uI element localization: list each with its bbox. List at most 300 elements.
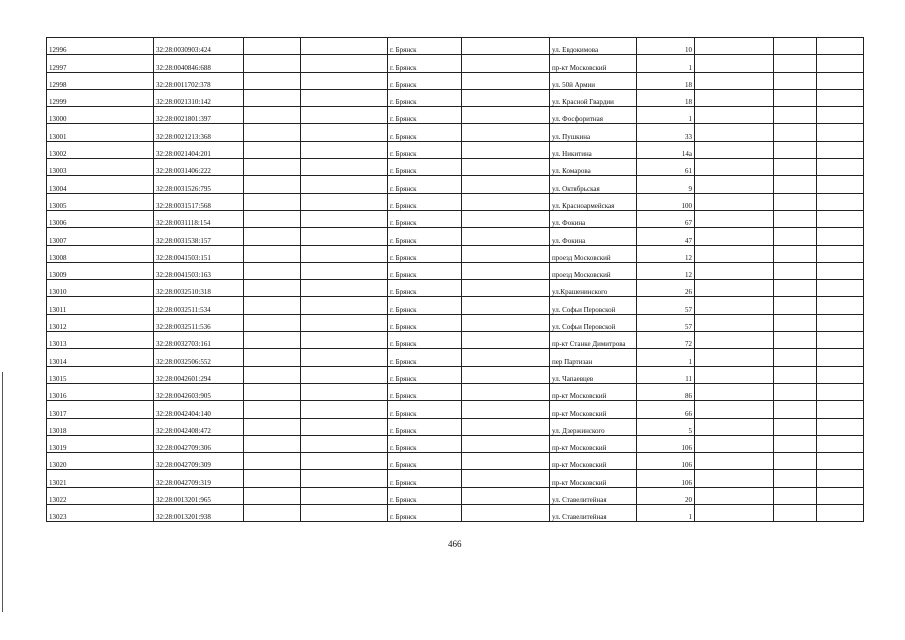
table-row [47,159,864,176]
row-number-cell: 13011 [47,297,154,314]
empty-cell [774,193,817,210]
empty-cell [244,210,301,227]
empty-cell [817,487,864,504]
empty-cell [301,72,388,89]
street-cell: ул. Чапаевцев [550,366,637,383]
cadastral-number-cell: 32:28:0021404:201 [154,141,244,158]
row-number-cell: 13023 [47,505,154,522]
table-row [47,401,864,418]
table-row [47,228,864,245]
empty-cell [244,228,301,245]
empty-cell [774,297,817,314]
cadastral-number-cell: 32:28:0041503:163 [154,262,244,279]
empty-cell [244,297,301,314]
row-number-cell: 13015 [47,366,154,383]
cadastral-number-cell: 32:28:0031517:568 [154,193,244,210]
empty-cell [695,176,774,193]
street-cell: ул. Красной Гвардии [550,89,637,106]
cadastral-number-cell: 32:28:0013201:938 [154,505,244,522]
row-number-cell: 13007 [47,228,154,245]
street-cell: пр-кт Станке Димитрова [550,332,637,349]
city-cell: г. Брянск [388,89,462,106]
empty-cell [817,107,864,124]
table-row [47,349,864,366]
empty-cell [695,401,774,418]
cadastral-number-cell: 32:28:0031538:157 [154,228,244,245]
empty-cell [244,418,301,435]
empty-cell [774,141,817,158]
empty-cell [244,107,301,124]
house-number-cell: 57 [637,297,695,314]
city-cell: г. Брянск [388,55,462,72]
row-number-cell: 12999 [47,89,154,106]
empty-cell [301,55,388,72]
empty-cell [244,89,301,106]
row-number-cell: 13005 [47,193,154,210]
empty-cell [817,280,864,297]
cadastral-number-cell: 32:28:0042408:472 [154,418,244,435]
empty-cell [695,124,774,141]
empty-cell [774,89,817,106]
empty-cell [301,38,388,55]
row-number-cell: 13020 [47,453,154,470]
empty-cell [774,55,817,72]
city-cell: г. Брянск [388,262,462,279]
row-number-cell: 12996 [47,38,154,55]
street-cell: ул.Крашенинского [550,280,637,297]
empty-cell [817,176,864,193]
empty-cell [462,401,550,418]
city-cell: г. Брянск [388,418,462,435]
empty-cell [462,280,550,297]
row-number-cell: 12998 [47,72,154,89]
empty-cell [301,505,388,522]
empty-cell [244,349,301,366]
empty-cell [695,366,774,383]
house-number-cell: 1 [637,107,695,124]
empty-cell [695,349,774,366]
empty-cell [774,332,817,349]
cadastral-number-cell: 32:28:0042404:140 [154,401,244,418]
empty-cell [244,453,301,470]
city-cell: г. Брянск [388,124,462,141]
empty-cell [462,262,550,279]
house-number-cell: 26 [637,280,695,297]
cadastral-number-cell: 32:28:0042709:306 [154,435,244,452]
empty-cell [695,418,774,435]
cadastral-number-cell: 32:28:0031526:795 [154,176,244,193]
page-number: 466 [448,539,462,549]
street-cell: ул. Ставелитейная [550,505,637,522]
empty-cell [244,193,301,210]
table-row [47,470,864,487]
empty-cell [462,89,550,106]
table-row [47,505,864,522]
row-number-cell: 13018 [47,418,154,435]
table-row [47,453,864,470]
table-row [47,176,864,193]
table-row [47,55,864,72]
table-row [47,141,864,158]
row-number-cell: 13014 [47,349,154,366]
house-number-cell: 33 [637,124,695,141]
table-row [47,38,864,55]
empty-cell [301,124,388,141]
row-number-cell: 12997 [47,55,154,72]
cadastral-number-cell: 32:28:0021213:368 [154,124,244,141]
table-row [47,210,864,227]
empty-cell [301,435,388,452]
cadastral-number-cell: 32:28:0040846:688 [154,55,244,72]
empty-cell [774,262,817,279]
house-number-cell: 12 [637,262,695,279]
house-number-cell: 67 [637,210,695,227]
house-number-cell: 20 [637,487,695,504]
table-row [47,332,864,349]
cadastral-number-cell: 32:28:0031118:154 [154,210,244,227]
empty-cell [301,418,388,435]
cadastral-number-cell: 32:28:0042601:294 [154,366,244,383]
table-row [47,366,864,383]
empty-cell [774,314,817,331]
empty-cell [301,297,388,314]
cadastral-number-cell: 32:28:0021310:142 [154,89,244,106]
empty-cell [817,453,864,470]
city-cell: г. Брянск [388,176,462,193]
empty-cell [462,159,550,176]
row-number-cell: 13013 [47,332,154,349]
table-row [47,107,864,124]
table-row [47,280,864,297]
empty-cell [462,124,550,141]
empty-cell [462,72,550,89]
empty-cell [462,210,550,227]
empty-cell [695,453,774,470]
empty-cell [244,314,301,331]
street-cell: пр-кт Московский [550,453,637,470]
city-cell: г. Брянск [388,349,462,366]
empty-cell [301,401,388,418]
house-number-cell: 10 [637,38,695,55]
empty-cell [817,228,864,245]
street-cell: пр-кт Московский [550,383,637,400]
empty-cell [774,453,817,470]
city-cell: г. Брянск [388,314,462,331]
empty-cell [774,176,817,193]
street-cell: пер Партизан [550,349,637,366]
empty-cell [301,210,388,227]
house-number-cell: 57 [637,314,695,331]
empty-cell [695,107,774,124]
empty-cell [462,297,550,314]
empty-cell [817,401,864,418]
city-cell: г. Брянск [388,141,462,158]
cadastral-number-cell: 32:28:0032506:552 [154,349,244,366]
empty-cell [774,245,817,262]
empty-cell [774,280,817,297]
empty-cell [301,470,388,487]
house-number-cell: 106 [637,435,695,452]
empty-cell [244,401,301,418]
empty-cell [695,314,774,331]
cadastral-number-cell: 32:28:0032510:318 [154,280,244,297]
city-cell: г. Брянск [388,366,462,383]
city-cell: г. Брянск [388,38,462,55]
house-number-cell: 47 [637,228,695,245]
table-row [47,314,864,331]
cadastral-number-cell: 32:28:0042603:905 [154,383,244,400]
empty-cell [301,314,388,331]
empty-cell [301,176,388,193]
city-cell: г. Брянск [388,383,462,400]
empty-cell [695,505,774,522]
city-cell: г. Брянск [388,107,462,124]
empty-cell [774,107,817,124]
street-cell: ул. Фокина [550,228,637,245]
city-cell: г. Брянск [388,332,462,349]
street-cell: ул. Софьи Перовской [550,314,637,331]
row-number-cell: 13016 [47,383,154,400]
empty-cell [695,470,774,487]
empty-cell [462,332,550,349]
cadastral-number-cell: 32:28:0021801:397 [154,107,244,124]
empty-cell [817,72,864,89]
street-cell: ул. Комарова [550,159,637,176]
house-number-cell: 72 [637,332,695,349]
empty-cell [301,349,388,366]
row-number-cell: 13002 [47,141,154,158]
empty-cell [817,314,864,331]
empty-cell [695,383,774,400]
cadastral-number-cell: 32:28:0011702:378 [154,72,244,89]
empty-cell [301,383,388,400]
row-number-cell: 13003 [47,159,154,176]
empty-cell [695,435,774,452]
house-number-cell: 61 [637,159,695,176]
street-cell: ул. Софьи Перовской [550,297,637,314]
city-cell: г. Брянск [388,297,462,314]
street-cell: проезд Московский [550,245,637,262]
street-cell: ул. Пушкина [550,124,637,141]
city-cell: г. Брянск [388,72,462,89]
registry-rows [47,38,864,522]
street-cell: ул. Фосфоритная [550,107,637,124]
empty-cell [817,297,864,314]
city-cell: г. Брянск [388,401,462,418]
cadastral-number-cell: 32:28:0032511:536 [154,314,244,331]
empty-cell [817,193,864,210]
street-cell: ул. Ставелитейная [550,487,637,504]
house-number-cell: 12 [637,245,695,262]
empty-cell [244,159,301,176]
empty-cell [244,366,301,383]
row-number-cell: 13009 [47,262,154,279]
empty-cell [244,505,301,522]
empty-cell [462,55,550,72]
empty-cell [774,124,817,141]
empty-cell [774,159,817,176]
row-number-cell: 13021 [47,470,154,487]
empty-cell [817,55,864,72]
table-row [47,418,864,435]
street-cell: пр-кт Московский [550,401,637,418]
table-row [47,72,864,89]
empty-cell [462,383,550,400]
table-row [47,383,864,400]
empty-cell [244,435,301,452]
empty-cell [462,141,550,158]
empty-cell [774,210,817,227]
empty-cell [695,141,774,158]
house-number-cell: 86 [637,383,695,400]
house-number-cell: 18 [637,89,695,106]
row-number-cell: 13017 [47,401,154,418]
empty-cell [817,38,864,55]
empty-cell [301,159,388,176]
empty-cell [244,72,301,89]
empty-cell [817,141,864,158]
row-number-cell: 13010 [47,280,154,297]
empty-cell [695,210,774,227]
empty-cell [774,383,817,400]
empty-cell [774,487,817,504]
cadastral-number-cell: 32:28:0013201:965 [154,487,244,504]
empty-cell [462,470,550,487]
empty-cell [817,470,864,487]
house-number-cell: 66 [637,401,695,418]
empty-cell [462,418,550,435]
empty-cell [817,245,864,262]
empty-cell [244,487,301,504]
empty-cell [244,55,301,72]
empty-cell [301,228,388,245]
street-cell: ул. Дзержинского [550,418,637,435]
row-number-cell: 13008 [47,245,154,262]
empty-cell [817,262,864,279]
empty-cell [244,332,301,349]
empty-cell [695,297,774,314]
empty-cell [244,470,301,487]
empty-cell [774,366,817,383]
city-cell: г. Брянск [388,193,462,210]
empty-cell [301,487,388,504]
empty-cell [462,487,550,504]
empty-cell [817,418,864,435]
table-row [47,435,864,452]
house-number-cell: 1 [637,505,695,522]
empty-cell [244,124,301,141]
street-cell: ул. 50й Армии [550,72,637,89]
empty-cell [301,332,388,349]
cadastral-number-cell: 32:28:0030903:424 [154,38,244,55]
row-number-cell: 13022 [47,487,154,504]
table-row [47,89,864,106]
cadastral-number-cell: 32:28:0041503:151 [154,245,244,262]
city-cell: г. Брянск [388,159,462,176]
city-cell: г. Брянск [388,228,462,245]
empty-cell [817,349,864,366]
street-cell: ул. Евдокимова [550,38,637,55]
empty-cell [774,228,817,245]
empty-cell [244,383,301,400]
table-row [47,262,864,279]
empty-cell [695,193,774,210]
city-cell: г. Брянск [388,453,462,470]
row-number-cell: 13000 [47,107,154,124]
street-cell: пр-кт Московский [550,435,637,452]
house-number-cell: 1 [637,349,695,366]
house-number-cell: 5 [637,418,695,435]
house-number-cell: 1 [637,55,695,72]
empty-cell [695,228,774,245]
street-cell: ул. Красноармейская [550,193,637,210]
empty-cell [244,176,301,193]
empty-cell [774,418,817,435]
empty-cell [301,453,388,470]
street-cell: проезд Московский [550,262,637,279]
empty-cell [462,314,550,331]
empty-cell [244,262,301,279]
empty-cell [462,107,550,124]
empty-cell [301,280,388,297]
empty-cell [695,159,774,176]
empty-cell [774,349,817,366]
empty-cell [695,89,774,106]
cadastral-number-cell: 32:28:0042709:309 [154,453,244,470]
cadastral-number-cell: 32:28:0032703:161 [154,332,244,349]
empty-cell [301,245,388,262]
registry-sheet [46,37,863,522]
empty-cell [774,401,817,418]
row-number-cell: 13004 [47,176,154,193]
empty-cell [301,193,388,210]
empty-cell [462,38,550,55]
registry-table [46,37,864,522]
street-cell: пр-кт Московский [550,55,637,72]
empty-cell [817,383,864,400]
house-number-cell: 14а [637,141,695,158]
house-number-cell: 106 [637,470,695,487]
table-row [47,193,864,210]
empty-cell [774,38,817,55]
empty-cell [695,55,774,72]
table-row [47,487,864,504]
empty-cell [244,245,301,262]
empty-cell [462,435,550,452]
empty-cell [462,245,550,262]
table-row [47,124,864,141]
empty-cell [817,210,864,227]
empty-cell [462,349,550,366]
city-cell: г. Брянск [388,280,462,297]
city-cell: г. Брянск [388,435,462,452]
empty-cell [774,505,817,522]
empty-cell [301,141,388,158]
empty-cell [462,193,550,210]
empty-cell [244,280,301,297]
empty-cell [301,366,388,383]
empty-cell [817,159,864,176]
empty-cell [817,89,864,106]
row-number-cell: 13001 [47,124,154,141]
row-number-cell: 13012 [47,314,154,331]
table-row [47,297,864,314]
empty-cell [774,72,817,89]
cadastral-number-cell: 32:28:0032511:534 [154,297,244,314]
street-cell: ул. Фокина [550,210,637,227]
house-number-cell: 11 [637,366,695,383]
empty-cell [695,72,774,89]
